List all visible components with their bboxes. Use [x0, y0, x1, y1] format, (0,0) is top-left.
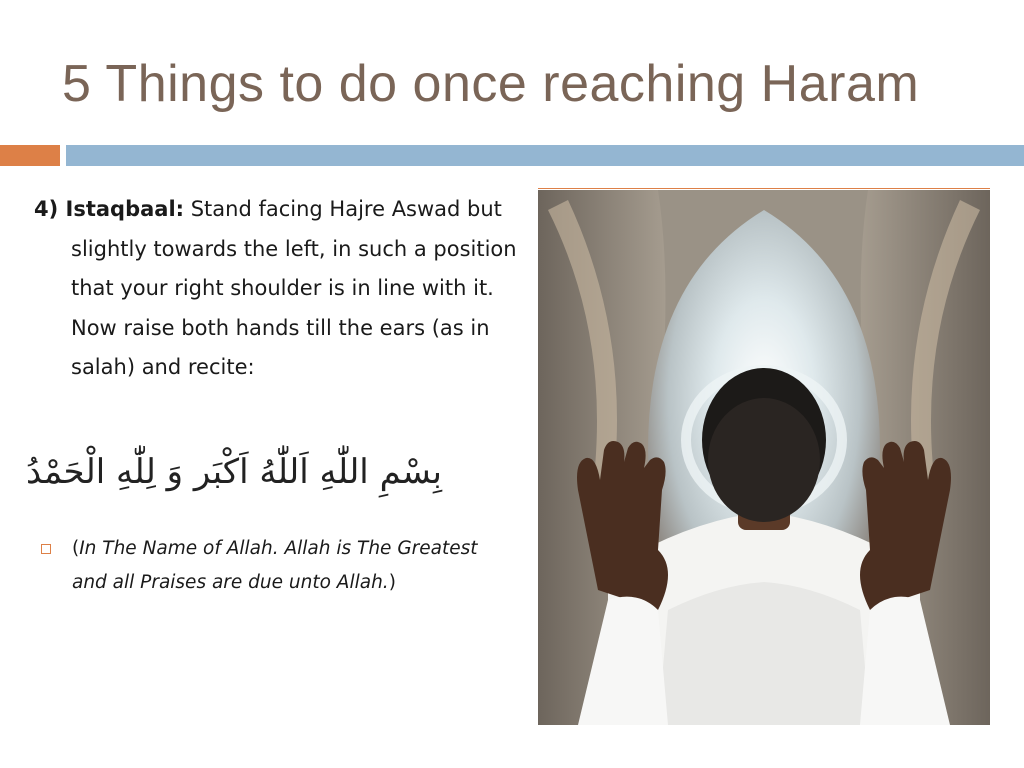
accent-bar-orange: [0, 145, 60, 166]
point-label: 4) Istaqbaal:: [34, 197, 185, 221]
translation-text: In The Name of Allah. Allah is The Greatest and all Praises are due unto Allah.: [72, 538, 478, 593]
kaaba-photo: [538, 190, 990, 725]
accent-bar-blue: [66, 145, 1024, 166]
kaaba-photo-illustration: [538, 190, 990, 725]
translation-close-paren: ): [388, 572, 396, 593]
numbered-point: [34, 190, 520, 388]
arabic-dua: بِسْمِ اللّٰهِ اَللّٰهُ اَكْبَر وَ لِلّٰهِ الْحَمْدُ: [25, 452, 442, 492]
translation-open-paren: (: [72, 538, 80, 559]
point-paragraph: [34, 190, 520, 388]
translation-bullet: [72, 532, 492, 600]
point-text: Stand facing Hajre Aswad but slightly towards the left, in such a position that your right shoulder is in line with it. Now raise both hands till the ears (as in salah) and recite:: [71, 197, 517, 379]
photo-top-rule: [538, 188, 990, 189]
bullet-square-icon: [41, 544, 51, 554]
slide-title: 5 Things to do once reaching Haram: [62, 55, 920, 113]
